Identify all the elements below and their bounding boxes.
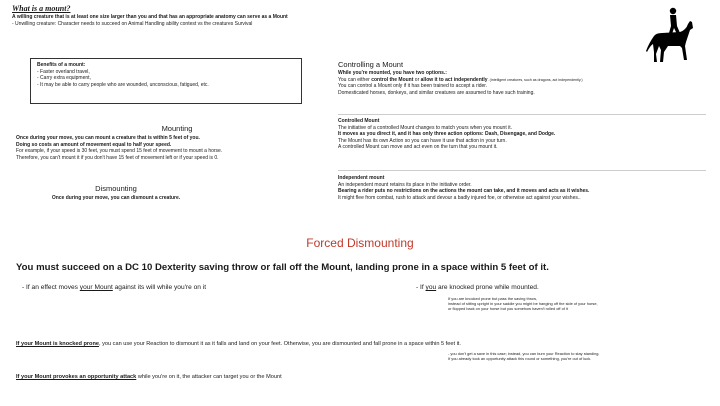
controlled-heading: Controlled Mount [338, 118, 380, 124]
condition-moved: - If an effect moves your Mount against its will while you're on it [22, 284, 207, 291]
controlling-options: You can either control the Mount or allow it to act independently. (Intelligent creatures, such as dragons, act independently.) [338, 76, 583, 83]
you-emphasis: you [425, 284, 437, 291]
section-title: What is a mount? [12, 4, 71, 13]
independent-line: An independent mount retains its place in the initiative order. [338, 181, 472, 188]
prone-pass-note [448, 296, 710, 312]
intro-section [12, 4, 288, 27]
controlled-line: The initiative of a controlled Mount changes to match yours when you mount it. [338, 124, 512, 131]
note-line: - you don't get a save in this case; instead, you can burn your Reaction to stay standing. [448, 351, 600, 356]
controlled-line: A controlled Mount can move and act even on the turn that you mount it. [338, 144, 498, 151]
independent-heading: Independent mount [338, 175, 385, 181]
independent-section [338, 175, 710, 201]
dismounting-section [16, 184, 216, 202]
controlled-line: It moves as you direct it, and it has only three action options: Dash, Disengage, and Dodge. [338, 131, 556, 138]
mount-definition: A willing creature that is at least one size larger than you and that has an appropriate anatomy can serve as a Mount [12, 14, 288, 20]
controlled-line: The Mount has its own Action so you can have it use that action in your turn. [338, 137, 507, 144]
independent-line: It might flee from combat, rush to attack and devour a badly injured foe, or otherwise act against your wishes.. [338, 194, 581, 201]
condition-knocked-prone: - If you are knocked prone while mounted. [416, 284, 539, 291]
reaction-note [448, 351, 710, 361]
mount-knocked-prone-emphasis: If your Mount is knocked prone [16, 341, 99, 347]
note-line: or flopped back on your horse but you somehow haven't rolled off of it [448, 306, 568, 312]
independent-line: Bearing a rider puts no restrictions on the actions the mount can take, and it moves and acts as it wishes. [338, 188, 590, 195]
your-mount-emphasis: your Mount [79, 284, 113, 291]
divider [338, 114, 706, 115]
saving-throw-rule: You must succeed on a DC 10 Dexterity saving throw or fall off the Mount, landing prone in a space within 5 feet of it. [16, 262, 549, 273]
opportunity-attack-emphasis: If your Mount provokes an opportunity attack [16, 374, 137, 380]
controlling-heading: Controlling a Mount [338, 60, 404, 69]
mounting-line: Doing so costs an amount of movement equal to half your speed. [16, 141, 172, 148]
opportunity-attack-rule: If your Mount provokes an opportunity attack while you're on it, the attacker can target you or the Mount [16, 374, 282, 380]
controlling-line: Domesticated horses, donkeys, and similar creatures are assumed to have such training. [338, 89, 535, 96]
control-option: control the Mount [371, 76, 414, 83]
dismounting-line: Once during your move, you can dismount a creature. [51, 195, 181, 201]
forced-dismounting-heading: Forced Dismounting [306, 236, 414, 250]
note-line: If you are knocked prone but pass the saving throw, [448, 296, 537, 301]
controlling-section [338, 60, 710, 96]
unwilling-note: - Unwilling creature: Character needs to succeed on Animal Handling ability contest vs the creatures Survival [12, 20, 253, 27]
note-line: instead of sitting upright in your saddle you might be hanging off the side of your horse, [448, 301, 598, 307]
mounting-heading: Mounting [161, 124, 193, 133]
note-line: If you already took an opportunity attack this round or something, you're out of luck. [448, 356, 592, 362]
independent-option: allow it to act independently [420, 76, 488, 83]
dismounting-heading: Dismounting [95, 184, 137, 193]
benefit-item: - Carry extra equipment, [37, 75, 91, 82]
divider [338, 170, 706, 171]
mounting-line: Once during your move, you can mount a creature that is within 5 feet of you. [16, 135, 200, 141]
mounting-section [16, 124, 338, 161]
controlling-line: While you're mounted, you have two options.: [338, 70, 447, 76]
benefits-box [30, 58, 302, 104]
mount-knocked-prone-rule: If your Mount is knocked prone, you can use your Reaction to dismount it as it falls and land on your feet. Otherwise, you are dismounted and fall prone in a space within 5 feet it. [16, 341, 461, 347]
benefit-item: - Faster overland travel, [37, 68, 90, 75]
mounting-line: Therefore, you can't mount it if you don't have 15 feet of movement left or if your speed is 0. [16, 154, 219, 161]
controlling-line: You can control a Mount only if it has been trained to accept a rider. [338, 83, 488, 90]
benefits-heading: Benefits of a mount: [37, 62, 86, 68]
controlled-section [338, 118, 710, 151]
benefit-item: - It may be able to carry people who are wounded, unconscious, fatigued, etc. [37, 81, 209, 88]
horse-rider-icon [644, 6, 696, 66]
mounting-line: For example, if your speed is 30 feet, you must spend 15 feet of movement to mount a horse. [16, 148, 223, 155]
